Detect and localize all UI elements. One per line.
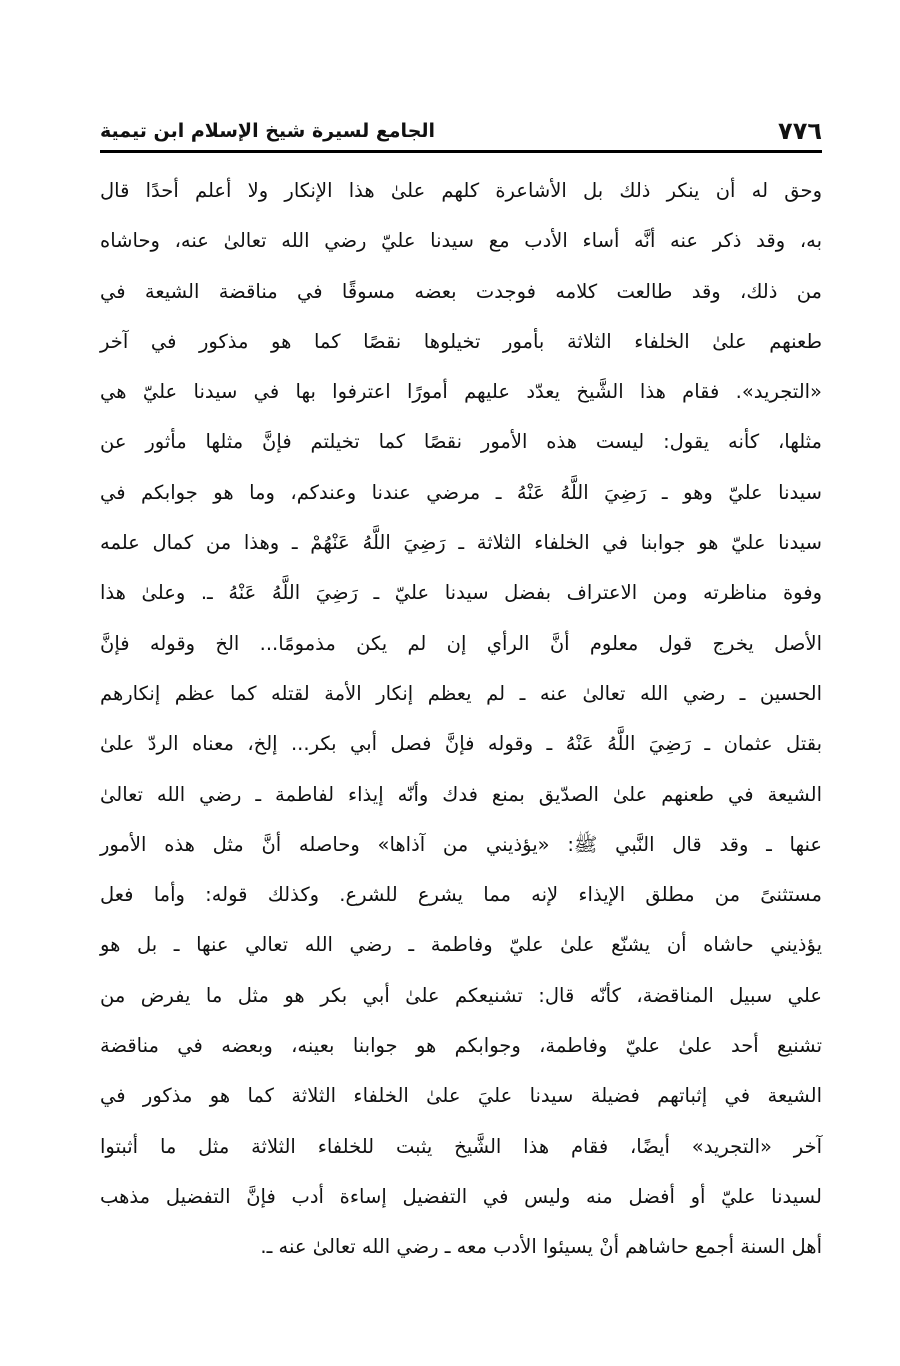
text-line: وحق له أن ينكر ذلك بل الأشاعرة كلهم علىٰ هذا الإنكار ولا أعلم أحدًا قال	[100, 179, 822, 202]
text-line: عنها ـ وقد قال النَّبي ﷺ: «يؤذيني من آذاها» وحاصله أنَّ مثل هذه الأمور	[100, 832, 822, 856]
text-line: مثلها، كأنه يقول: ليست هذه الأمور نقصًا كما تخيلتم فإنَّ مثلها مأثور عن	[100, 430, 822, 454]
text-line: وفوة مناظرته ومن الاعتراف بفضل سيدنا عليّ ـ رَضِيَ اللَّهُ عَنْهُ ـ. وعلىٰ هذا	[100, 581, 822, 605]
text-line: الأصل يخرج قول معلوم أنَّ الرأي إن لم يكن مذمومًا... الخ وقوله فإنَّ	[100, 631, 822, 655]
text-line: لسيدنا عليّ أو أفضل منه وليس في التفضيل إساءة أدب فإنَّ التفضيل مذهب	[100, 1184, 822, 1208]
text-line: الشيعة في إثباتهم فضيلة سيدنا عليَ علىٰ الخلفاء الثلاثة كما هو مذكور في	[100, 1084, 822, 1108]
text-line: يؤذيني حاشاه أن يشنّع علىٰ عليّ وفاطمة ـ رضي الله تعالي عنها ـ بل هو	[100, 933, 822, 957]
text-line: سيدنا عليّ وهو ـ رَضِيَ اللَّهُ عَنْهُ ـ مرضي عندنا وعندكم، وما هو جوابكم في	[100, 480, 822, 504]
text-line: مستثنىً من مطلق الإيذاء لإنه مما يشرع للشرع. وكذلك قوله: وأما فعل	[100, 883, 822, 907]
text-line: علي سبيل المناقضة، كأنّه قال: تشنيعكم علىٰ أبي بكر هو مثل ما يفرض من	[100, 983, 822, 1007]
page-number: ٧٧٦	[778, 117, 822, 145]
text-line: الحسين ـ رضي الله تعالىٰ عنه ـ لم يعظم إنكار الأمة لقتله كما عظم إنكارهم	[100, 681, 822, 705]
page-header	[100, 108, 822, 146]
text-line: سيدنا عليّ هو جوابنا في الخلفاء الثلاثة ـ رَضِيَ اللَّهُ عَنْهُمْ ـ وهذا من كمال علمه	[100, 531, 822, 555]
running-title: الجامع لسيرة شيخ الإسلام ابن تيمية	[100, 120, 436, 142]
text-line: الشيعة في طعنهم علىٰ الصدّيق بمنع فدك وأنّه إيذاء لفاطمة ـ رضي الله تعالىٰ	[100, 782, 822, 806]
text-line: بقتل عثمان ـ رَضِيَ اللَّهُ عَنْهُ ـ وقوله فإنَّ فصل أبي بكر... إلخ، معناه الردّ علىٰ	[100, 732, 822, 756]
text-line: «التجريد». فقام هذا الشَّيخ يعدّد عليهم أمورًا اعترفوا بها في سيدنا عليّ هي	[100, 380, 822, 404]
header-rule	[100, 150, 822, 153]
body-text	[100, 166, 822, 1273]
text-line: به، وقد ذكر عنه أنَّه أساء الأدب مع سيدنا عليّ رضي الله تعالىٰ عنه، وحاشاه	[100, 229, 822, 253]
text-line: من ذلك، وقد طالعت كلامه فوجدت بعضه مسوقًا في مناقضة الشيعة في	[100, 279, 822, 303]
text-line: تشنيع أحد علىٰ عليّ وفاطمة، وجوابكم هو جوابنا بعينه، وبعضه في مناقضة	[100, 1034, 822, 1058]
text-line: طعنهم علىٰ الخلفاء الثلاثة بأمور تخيلوها نقصًا كما هو مذكور في آخر	[100, 329, 822, 353]
text-line: آخر «التجريد» أيضًا، فقام هذا الشَّيخ يثبت للخلفاء الثلاثة مثل ما أثبتوا	[100, 1134, 822, 1158]
text-line: أهل السنة أجمع حاشاهم أنْ يسيئوا الأدب معه ـ رضي الله تعالىٰ عنه ـ.	[260, 1235, 822, 1259]
